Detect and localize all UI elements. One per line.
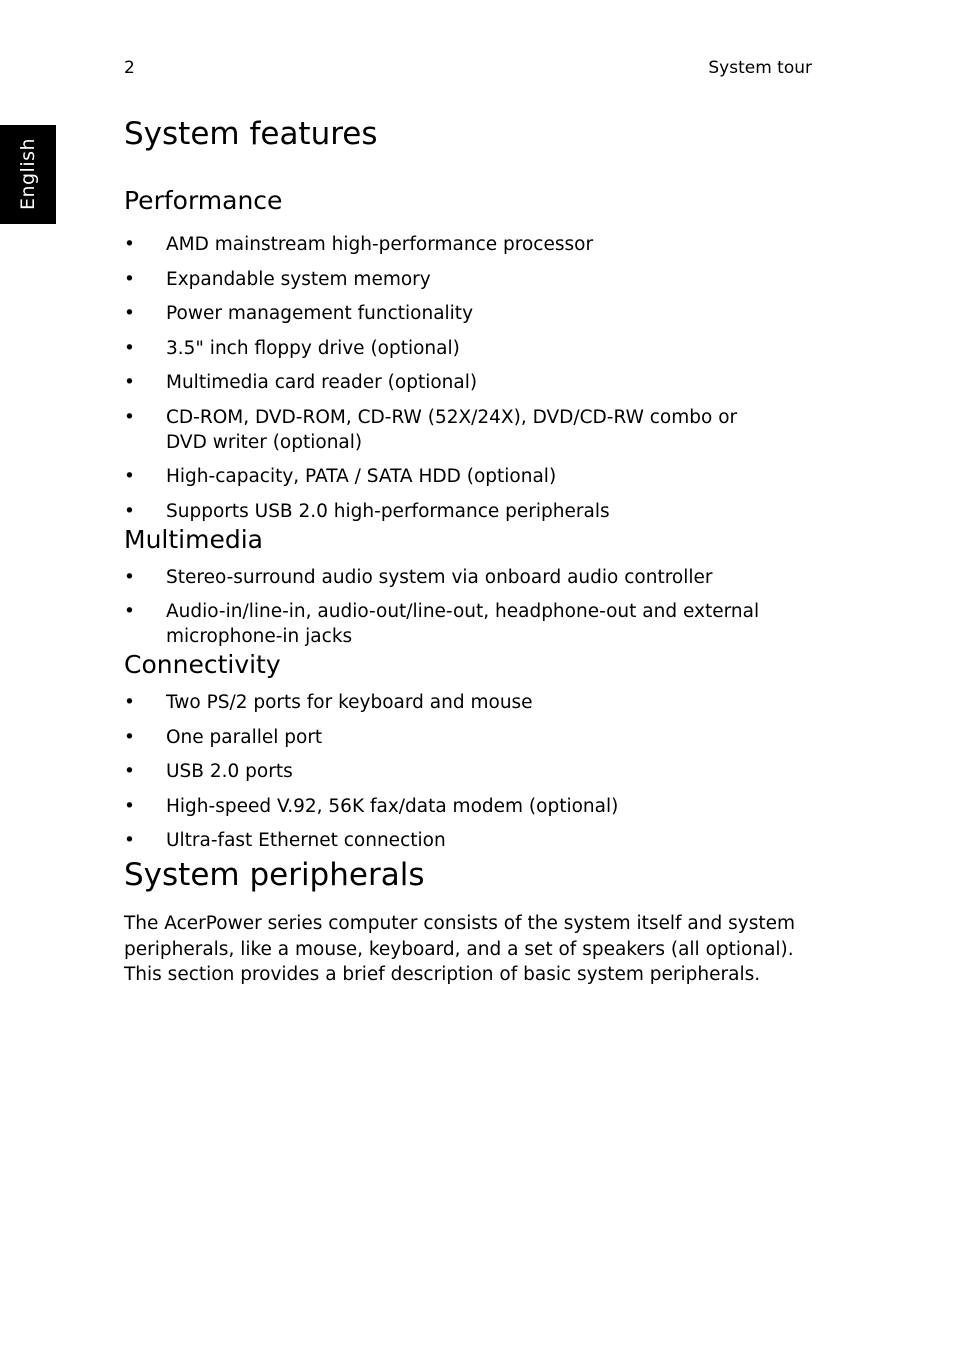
list-item-text: Stereo-surround audio system via onboard audio controller bbox=[166, 566, 713, 588]
performance-heading: Performance bbox=[124, 186, 283, 215]
list-item-text: High-speed V.92, 56K fax/data modem (optional) bbox=[166, 795, 619, 817]
list-item-text: 3.5" inch floppy drive (optional) bbox=[166, 337, 460, 359]
bullet-icon: • bbox=[124, 830, 135, 851]
bullet-icon: • bbox=[124, 601, 135, 622]
connectivity-heading: Connectivity bbox=[124, 650, 281, 679]
list-item-text: High-capacity, PATA / SATA HDD (optional) bbox=[166, 466, 557, 487]
list-item-text: Multimedia card reader (optional) bbox=[166, 372, 478, 393]
bullet-icon: • bbox=[124, 500, 135, 522]
multimedia-list bbox=[124, 565, 824, 650]
list-item-text: One parallel port bbox=[166, 726, 323, 748]
bullet-icon: • bbox=[124, 795, 135, 817]
system-features-title: System features bbox=[124, 116, 378, 152]
list-item bbox=[124, 405, 766, 455]
list-item-text: Supports USB 2.0 high-performance peripherals bbox=[166, 500, 610, 522]
list-item-text: CD-ROM, DVD-ROM, CD-RW (52X/24X), DVD/CD-RW combo or DVD writer (optional) bbox=[166, 406, 738, 453]
bullet-icon: • bbox=[124, 692, 135, 713]
connectivity-list bbox=[124, 690, 824, 853]
list-item bbox=[124, 828, 766, 853]
list-item bbox=[124, 725, 766, 750]
list-item bbox=[124, 267, 766, 292]
list-item-text: Ultra-fast Ethernet connection bbox=[166, 830, 446, 851]
peripherals-paragraph: The AcerPower series computer consists of the system itself and system peripherals, like a mouse, keyboard, and a set of speakers (all optional). This section provides a brief description of basic system peripherals. bbox=[124, 913, 795, 985]
list-item bbox=[124, 599, 766, 649]
list-item-text: AMD mainstream high-performance processor bbox=[166, 234, 594, 255]
list-item-text: Two PS/2 ports for keyboard and mouse bbox=[166, 692, 533, 713]
bullet-icon: • bbox=[124, 406, 135, 428]
list-item bbox=[124, 464, 766, 489]
list-item bbox=[124, 336, 766, 361]
page-content bbox=[124, 112, 824, 988]
list-item bbox=[124, 232, 766, 257]
bullet-icon: • bbox=[124, 268, 135, 290]
language-tab-label: English bbox=[17, 137, 39, 211]
bullet-icon: • bbox=[124, 303, 135, 324]
list-item-text: Power management functionality bbox=[166, 303, 474, 324]
list-item bbox=[124, 499, 766, 524]
bullet-icon: • bbox=[124, 466, 135, 487]
bullet-icon: • bbox=[124, 761, 135, 782]
running-header: System tour bbox=[708, 58, 812, 78]
list-item-text: Expandable system memory bbox=[166, 268, 431, 290]
bullet-icon: • bbox=[124, 566, 135, 588]
bullet-icon: • bbox=[124, 726, 135, 748]
bullet-icon: • bbox=[124, 372, 135, 393]
list-item bbox=[124, 690, 766, 715]
performance-list bbox=[124, 232, 824, 524]
list-item bbox=[124, 565, 766, 590]
language-tab bbox=[0, 125, 56, 224]
list-item-text: Audio-in/line-in, audio-out/line-out, headphone-out and external microphone-in jacks bbox=[166, 601, 760, 647]
list-item-text: USB 2.0 ports bbox=[166, 761, 293, 782]
bullet-icon: • bbox=[124, 337, 135, 359]
multimedia-heading: Multimedia bbox=[124, 524, 263, 554]
list-item bbox=[124, 794, 766, 819]
list-item bbox=[124, 301, 766, 326]
page-number: 2 bbox=[124, 58, 135, 78]
bullet-icon: • bbox=[124, 234, 135, 255]
list-item bbox=[124, 370, 766, 395]
list-item bbox=[124, 759, 766, 784]
system-peripherals-title: System peripherals bbox=[124, 857, 425, 893]
